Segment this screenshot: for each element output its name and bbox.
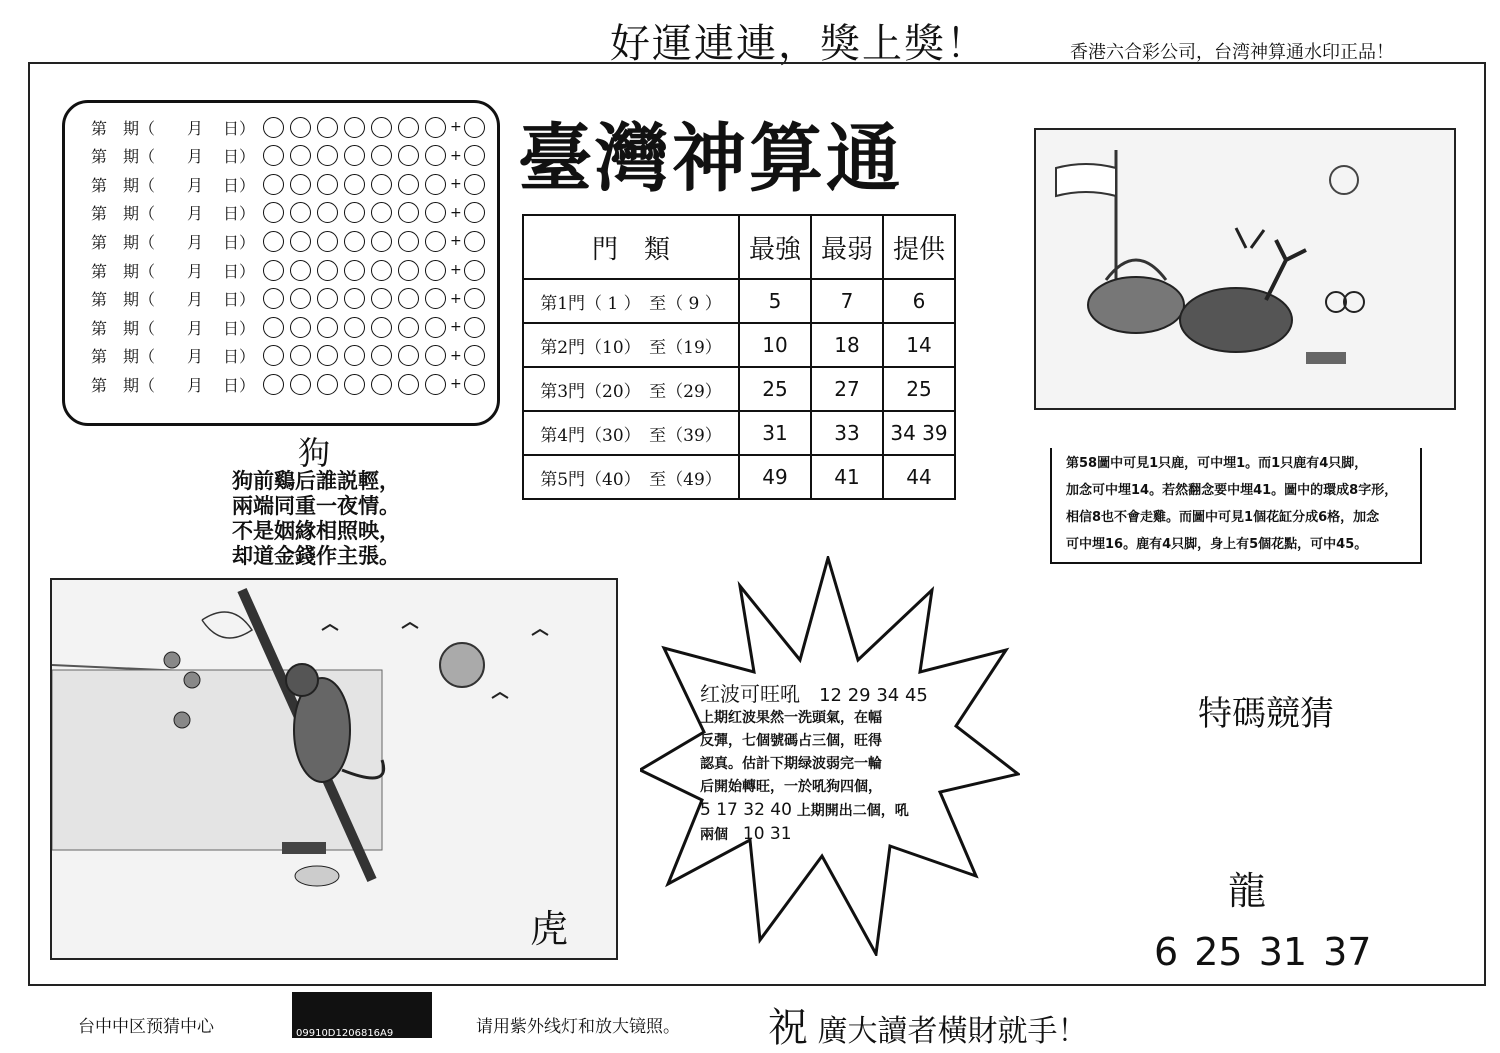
number-circle[interactable] — [371, 231, 392, 252]
record-label: 第 — [91, 118, 108, 138]
number-circle[interactable] — [344, 174, 365, 195]
record-label: 日） — [223, 147, 256, 167]
number-circle[interactable] — [263, 145, 284, 166]
number-circle[interactable] — [317, 260, 338, 281]
number-circle[interactable] — [263, 260, 284, 281]
number-circle[interactable] — [290, 317, 311, 338]
strong-cell: 31 — [739, 411, 811, 455]
record-label: 第 — [91, 290, 108, 310]
record-row — [91, 372, 491, 396]
provide-cell: 44 — [883, 455, 955, 499]
blessing — [768, 996, 1088, 1053]
record-label: 日） — [223, 261, 256, 281]
special-number-circle[interactable] — [464, 345, 485, 366]
door-cell: 第4門（30） 至（39） — [523, 411, 739, 455]
bird — [322, 625, 338, 630]
special-guess-label: 特碼競猜 — [1198, 694, 1334, 734]
red-wave-line: 兩個 — [700, 827, 728, 843]
red-wave-line: 反彈，七個號碼占三個，旺得 — [700, 733, 882, 749]
deer-head — [1266, 240, 1306, 300]
record-label: 第 — [91, 261, 108, 281]
number-circle[interactable] — [263, 345, 284, 366]
record-row — [91, 172, 491, 196]
flag — [1056, 164, 1116, 196]
record-row — [91, 229, 491, 253]
bird — [492, 693, 508, 698]
number-circle[interactable] — [344, 260, 365, 281]
deer-antlers — [1236, 228, 1264, 248]
record-label: 期（ — [123, 375, 156, 395]
red-wave-line: 認真。估計下期绿波弱完一輪 — [700, 756, 882, 772]
record-label: 日） — [223, 375, 256, 395]
special-number-circle[interactable] — [464, 174, 485, 195]
number-circle[interactable] — [425, 260, 446, 281]
plus-sign: + — [450, 319, 462, 336]
clue-line: 可中埋16。鹿有4只脚，身上有5個花點，可中45。 — [1066, 537, 1368, 552]
number-circle[interactable] — [398, 317, 419, 338]
rat-head — [286, 664, 318, 696]
door-cell: 第1門（ 1 ） 至（ 9 ） — [523, 279, 739, 323]
record-label: 日） — [223, 175, 256, 195]
table-row — [523, 323, 955, 367]
table-header-row — [523, 215, 955, 279]
provide-cell: 14 — [883, 323, 955, 367]
record-row — [91, 315, 491, 339]
number-circle[interactable] — [425, 317, 446, 338]
record-label: 月 — [187, 347, 204, 367]
red-wave-line: 上期開出二個，吼 — [796, 803, 909, 819]
number-circle[interactable] — [263, 374, 284, 395]
fruit — [174, 712, 190, 728]
header-weak: 最弱 — [811, 215, 883, 279]
spider-web — [202, 612, 252, 638]
number-circle[interactable] — [398, 345, 419, 366]
record-label: 第 — [91, 347, 108, 367]
number-circle[interactable] — [398, 145, 419, 166]
number-circle[interactable] — [344, 231, 365, 252]
number-circle[interactable] — [371, 374, 392, 395]
number-circle[interactable] — [344, 288, 365, 309]
special-number-circle[interactable] — [464, 317, 485, 338]
prediction-center: 台中中区预猜中心 — [78, 1017, 214, 1037]
number-circle[interactable] — [344, 117, 365, 138]
number-circle[interactable] — [263, 288, 284, 309]
number-circle[interactable] — [398, 117, 419, 138]
clue-box — [1050, 448, 1422, 564]
number-circle[interactable] — [371, 145, 392, 166]
number-circle[interactable] — [263, 117, 284, 138]
number-circle[interactable] — [290, 145, 311, 166]
bird — [532, 630, 548, 635]
record-row — [91, 115, 491, 139]
number-circle[interactable] — [398, 202, 419, 223]
number-circle[interactable] — [263, 317, 284, 338]
plus-sign: + — [450, 347, 462, 364]
clue-line: 第58圖中可見1只鹿，可中埋1。而1只鹿有4只脚， — [1066, 456, 1368, 471]
poem-line: 不是姻緣相照映， — [232, 518, 400, 543]
record-row — [91, 287, 491, 311]
number-circle[interactable] — [425, 345, 446, 366]
provide-cell: 34 39 — [883, 411, 955, 455]
number-circle[interactable] — [371, 288, 392, 309]
headline: 好運連連，獎上獎！ — [610, 21, 988, 67]
deer-illustration — [1034, 128, 1456, 410]
special-number-circle[interactable] — [464, 117, 485, 138]
number-circle[interactable] — [398, 231, 419, 252]
record-label: 期（ — [123, 175, 156, 195]
flower-pot — [1088, 277, 1184, 333]
number-circle[interactable] — [398, 174, 419, 195]
dog-title: 狗 — [298, 434, 331, 472]
special-number-circle[interactable] — [464, 260, 485, 281]
number-circle[interactable] — [371, 345, 392, 366]
red-wave-numbers: 12 29 34 45 — [819, 685, 928, 706]
number-circle[interactable] — [371, 117, 392, 138]
record-label: 期（ — [123, 318, 156, 338]
blessing-text: 廣大讀者橫財就手！ — [817, 1014, 1088, 1049]
provide-cell: 25 — [883, 367, 955, 411]
weak-cell: 18 — [811, 323, 883, 367]
number-circle[interactable] — [425, 202, 446, 223]
number-circle[interactable] — [290, 117, 311, 138]
clue-line: 加念可中埋14。若然翻念要中埋41。圖中的環成8字形， — [1066, 483, 1398, 498]
weak-cell: 41 — [811, 455, 883, 499]
record-label: 日） — [223, 347, 256, 367]
special-number-circle[interactable] — [464, 202, 485, 223]
plus-sign: + — [450, 290, 462, 307]
number-circle[interactable] — [425, 145, 446, 166]
number-circle[interactable] — [317, 345, 338, 366]
record-label: 月 — [187, 175, 204, 195]
strong-cell: 5 — [739, 279, 811, 323]
number-circle[interactable] — [425, 117, 446, 138]
record-label: 期（ — [123, 347, 156, 367]
door-cell: 第3門（20） 至（29） — [523, 367, 739, 411]
number-circle[interactable] — [425, 288, 446, 309]
record-label: 月 — [187, 118, 204, 138]
record-label: 月 — [187, 147, 204, 167]
plus-sign: + — [450, 233, 462, 250]
special-numbers: 6 25 31 37 — [1154, 930, 1372, 974]
number-circle[interactable] — [398, 288, 419, 309]
box — [282, 842, 326, 854]
plus-sign: + — [450, 119, 462, 135]
poem-line: 却道金錢作主張。 — [232, 543, 400, 568]
number-circle[interactable] — [263, 174, 284, 195]
record-label: 第 — [91, 375, 108, 395]
number-circle[interactable] — [344, 202, 365, 223]
lottery-record-box — [62, 100, 500, 426]
door-cell: 第2門（10） 至（19） — [523, 323, 739, 367]
number-circle[interactable] — [317, 117, 338, 138]
deer-drawing — [1036, 130, 1454, 408]
table-row — [523, 411, 955, 455]
number-circle[interactable] — [290, 260, 311, 281]
record-label: 日） — [223, 118, 256, 138]
number-circle[interactable] — [263, 231, 284, 252]
dog-poem — [232, 468, 400, 568]
number-circle[interactable] — [344, 317, 365, 338]
record-label: 第 — [91, 204, 108, 224]
record-label: 月 — [187, 290, 204, 310]
record-row — [91, 258, 491, 282]
number-circle[interactable] — [344, 374, 365, 395]
book — [1306, 352, 1346, 364]
record-label: 期（ — [123, 290, 156, 310]
number-circle[interactable] — [317, 317, 338, 338]
red-wave-title: 红波可旺吼 — [700, 682, 800, 706]
number-circle[interactable] — [317, 288, 338, 309]
number-circle[interactable] — [371, 317, 392, 338]
record-label: 第 — [91, 232, 108, 252]
number-circle[interactable] — [371, 174, 392, 195]
bowl — [295, 866, 339, 886]
record-label: 期（ — [123, 118, 156, 138]
strong-cell: 25 — [739, 367, 811, 411]
tiger-label: 虎 — [530, 907, 569, 951]
door-table — [522, 214, 956, 500]
plus-sign: + — [450, 176, 462, 193]
record-label: 第 — [91, 318, 108, 338]
number-circle[interactable] — [425, 374, 446, 395]
special-number-circle[interactable] — [464, 288, 485, 309]
barcode-code: 09910D1206816A9 — [296, 1028, 394, 1039]
weak-cell: 7 — [811, 279, 883, 323]
plus-sign: + — [450, 147, 462, 164]
header-provide: 提供 — [883, 215, 955, 279]
number-circle[interactable] — [344, 145, 365, 166]
record-row — [91, 344, 491, 368]
red-wave-box — [700, 678, 980, 847]
record-label: 月 — [187, 232, 204, 252]
uv-instruction: 请用紫外线灯和放大镜照。 — [476, 1017, 680, 1037]
red-wave-line: 后開始轉旺，一於吼狗四個， — [700, 779, 882, 795]
strong-cell: 10 — [739, 323, 811, 367]
poem-line: 兩端同重一夜情。 — [232, 493, 400, 518]
record-label: 期（ — [123, 232, 156, 252]
plus-sign: + — [450, 204, 462, 221]
dog-numbers: 5 17 32 40 — [700, 800, 792, 820]
deer-body — [1180, 288, 1292, 352]
record-label: 月 — [187, 318, 204, 338]
number-circle[interactable] — [263, 202, 284, 223]
record-label: 期（ — [123, 147, 156, 167]
record-label: 期（ — [123, 204, 156, 224]
provide-cell: 6 — [883, 279, 955, 323]
table-row — [523, 455, 955, 499]
record-label: 第 — [91, 147, 108, 167]
number-circle[interactable] — [290, 374, 311, 395]
number-circle[interactable] — [344, 345, 365, 366]
record-label: 月 — [187, 204, 204, 224]
number-circle[interactable] — [317, 202, 338, 223]
record-label: 第 — [91, 175, 108, 195]
roar-numbers: 10 31 — [742, 824, 792, 844]
number-circle[interactable] — [425, 231, 446, 252]
company-note: 香港六合彩公司，台湾神算通水印正品！ — [1070, 42, 1394, 63]
dragon-label: 龍 — [1228, 869, 1267, 913]
record-row — [91, 144, 491, 168]
special-number-circle[interactable] — [464, 374, 485, 395]
record-label: 日） — [223, 318, 256, 338]
moon — [440, 643, 484, 687]
plus-sign: + — [450, 376, 462, 393]
number-circle[interactable] — [398, 260, 419, 281]
header-strong: 最強 — [739, 215, 811, 279]
page-title: 臺灣神算通 — [518, 116, 903, 202]
poem-line: 狗前鷄后誰説輕， — [232, 468, 400, 493]
number-circle[interactable] — [290, 345, 311, 366]
number-circle[interactable] — [290, 174, 311, 195]
number-circle[interactable] — [290, 202, 311, 223]
table-row — [523, 367, 955, 411]
number-circle[interactable] — [290, 231, 311, 252]
clue-line: 相信8也不會走雞。而圖中可見1個花缸分成6格，加念 — [1066, 510, 1380, 525]
number-circle[interactable] — [317, 145, 338, 166]
strong-cell: 49 — [739, 455, 811, 499]
number-circle[interactable] — [398, 374, 419, 395]
weak-cell: 27 — [811, 367, 883, 411]
record-row — [91, 201, 491, 225]
number-circle[interactable] — [371, 260, 392, 281]
header-door: 門 類 — [523, 215, 739, 279]
number-circle[interactable] — [290, 288, 311, 309]
fruit — [164, 652, 180, 668]
record-label: 月 — [187, 261, 204, 281]
plus-sign: + — [450, 262, 462, 278]
fruit — [184, 672, 200, 688]
moon — [1330, 166, 1358, 194]
record-label: 日） — [223, 232, 256, 252]
weak-cell: 33 — [811, 411, 883, 455]
table-row — [523, 279, 955, 323]
door-cell: 第5門（40） 至（49） — [523, 455, 739, 499]
red-wave-line: 上期红波果然一洗頭氣，在幅 — [700, 710, 882, 726]
number-circle[interactable] — [317, 374, 338, 395]
record-label: 期（ — [123, 261, 156, 281]
record-label: 日） — [223, 290, 256, 310]
bird — [402, 623, 418, 628]
number-circle[interactable] — [371, 202, 392, 223]
blessing-big: 祝 — [768, 1005, 808, 1051]
number-circle[interactable] — [425, 174, 446, 195]
number-circle[interactable] — [317, 174, 338, 195]
special-number-circle[interactable] — [464, 145, 485, 166]
record-label: 月 — [187, 375, 204, 395]
number-circle[interactable] — [317, 231, 338, 252]
special-number-circle[interactable] — [464, 231, 485, 252]
record-label: 日） — [223, 204, 256, 224]
